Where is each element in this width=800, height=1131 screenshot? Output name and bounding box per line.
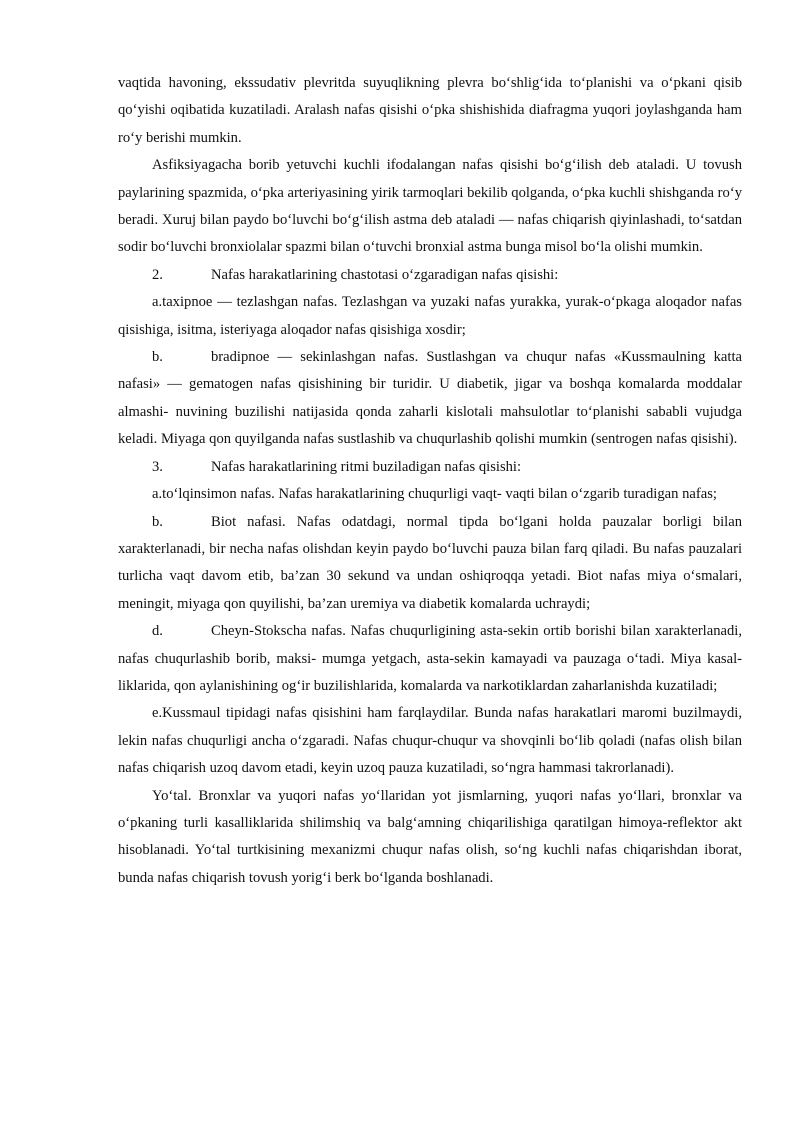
- paragraph-cough: Yo‘tal. Bronxlar va yuqori nafas yo‘llaridan yot jismlarning, yuqori nafas yo‘llari, bronxlar va o‘pkaning turli kasalliklarida shilimshiq va balg‘amning chiqarilishiga qaratilgan himoya-reflektor akt hisoblanadi. Yo‘tal turtkisining mexanizmi chuqur nafas olish, so‘ng kuchli nafas chiqarishdan iborat, bunda nafas chiqarish tovush yorig‘i berk bo‘lganda boshlanadi.: [118, 787, 742, 886]
- list-item-3e: [118, 700, 742, 782]
- list-item-text: to‘lqinsimon nafas. Nafas harakatlarining chuqurligi vaqt- vaqti bilan o‘zgarib turadigan nafas;: [162, 486, 717, 503]
- list-item-text: Biot nafasi. Nafas odatdagi, normal tipda bo‘lgani holda pauzalar borligi bilan xarakterlanadi, bir necha nafas olishdan keyin paydo bo‘luvchi pauza bilan farq qiladi. Bu nafas pauzalari turlicha vaqt davom etib, ba’zan 30 sekund va undan oshiqroqqa yetadi. Biot nafas miya o‘smalari, meningit, miyaga qon quyilishi, ba’zan uremiya va diabetik komalarda uchraydi;: [118, 513, 742, 612]
- list-item-3d: [118, 618, 742, 700]
- list-item-text: bradipnoe — sekinlashgan nafas. Sustlashgan va chuqur nafas «Kussmaulning katta nafasi» — gematogen nafas qisishining bir turidir. U diabetik, jigar va boshqa komalarda moddalar almashi- nuvining buzilishi natijasida qonda zaharli kislotali mahsulotlar to‘planishi sababli vujudga keladi. Miyaga qon quyilganda nafas sustlashib va chuqurlashib qolishi mumkin (sentrogen nafas qisishi).: [118, 349, 742, 448]
- list-item-3a: [118, 481, 742, 508]
- list-item-text: Nafas harakatlarining chastotasi o‘zgaradigan nafas qisishi:: [211, 266, 559, 283]
- paragraph-asphyxia: Asfiksiyagacha borib yetuvchi kuchli ifodalangan nafas qisishi bo‘g‘ilish deb ataladi. U tovush paylarining spazmida, o‘pka arteriyasining yirik tarmoqlari bekilib qolganda, o‘pka kuchli shishganda ro‘y beradi. Xuruj bilan paydo bo‘luvchi bo‘g‘ilish astma deb ataladi — nafas chiqarish qiyinlashadi, to‘satdan sodir bo‘luvchi bronxiolalar spazmi bilan o‘tuvchi bronxial astma bunga misol bo‘la olishi mumkin.: [118, 157, 742, 256]
- list-letter: b.: [152, 513, 163, 530]
- list-item-3b: [118, 509, 742, 619]
- list-item-3: [118, 454, 742, 481]
- list-letter: b.: [152, 349, 163, 366]
- list-item-text: Nafas harakatlarining ritmi buziladigan nafas qisishi:: [211, 458, 522, 475]
- list-number: 2.: [152, 266, 163, 283]
- list-item-2: [118, 262, 742, 289]
- list-letter: d.: [152, 623, 163, 640]
- list-number: 3.: [152, 458, 163, 475]
- paragraph-continuation: vaqtida havoning, ekssudativ plevritda suyuqlikning plevra bo‘shlig‘ida to‘planishi va o‘pkani qisib qo‘yishi oqibatida kuzatiladi. Aralash nafas qisishi o‘pka shishishida diafragma yuqori joylashganda ham ro‘y berishi mumkin.: [118, 75, 742, 146]
- list-letter: a.: [152, 486, 163, 503]
- list-letter: e.: [152, 705, 163, 722]
- document-page: [118, 70, 742, 892]
- list-item-text: Kussmaul tipidagi nafas qisishini ham farqlaydilar. Bunda nafas harakatlari maromi buzilmaydi, lekin nafas chuqurligi ancha o‘zgaradi. Nafas chuqur-chuqur va shovqinli bo‘lib qoladi (nafas olish bilan nafas chiqarish uzoq davom etadi, keyin uzoq pauza kuzatiladi, so‘ngra hammasi takrorlanadi).: [118, 705, 742, 777]
- list-letter: a.: [152, 294, 163, 311]
- list-item-text: taxipnoe — tezlashgan nafas. Tezlashgan va yuzaki nafas yurakka, yurak-o‘pkaga aloqador nafas qisishiga, isitma, isteriyaga aloqador nafas qisishiga xosdir;: [118, 294, 742, 338]
- list-item-2b: [118, 344, 742, 454]
- list-item-text: Cheyn-Stokscha nafas. Nafas chuqurligining asta-sekin ortib borishi bilan xarakterlanadi, nafas chuqurlashib borib, maksi- mumga yetgach, asta-sekin kamayadi va pauzaga o‘tadi. Miya kasal- liklarida, qon aylanishining og‘ir buzilishlarida, komalarda va narkotiklardan zaharlanishda kuzatiladi;: [118, 623, 742, 694]
- list-item-2a: [118, 289, 742, 344]
